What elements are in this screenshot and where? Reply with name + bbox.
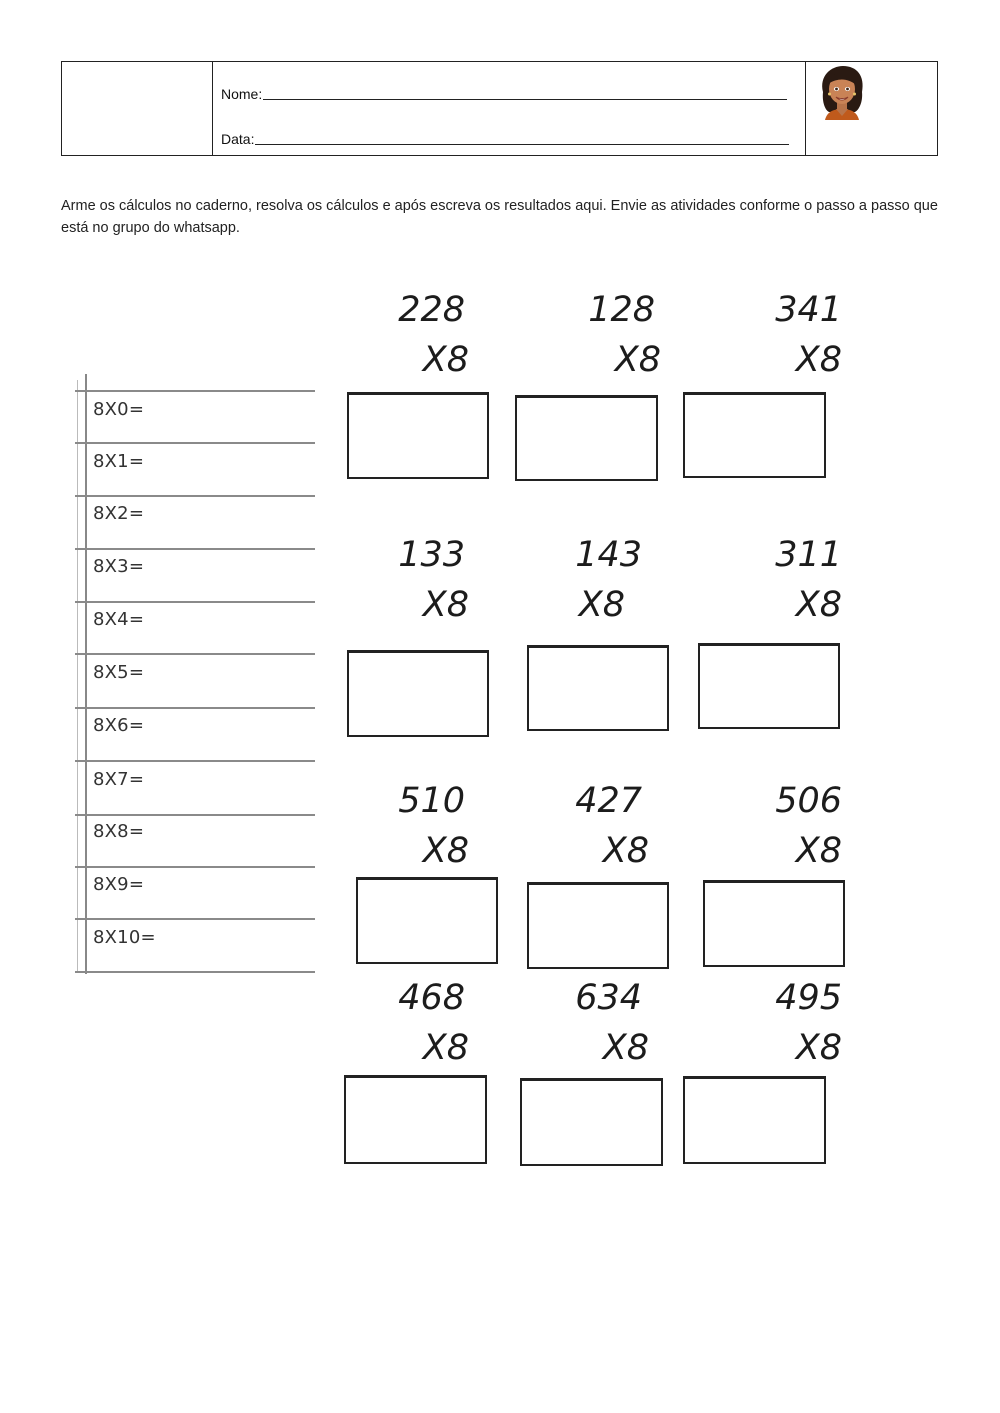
multiplicand: 495 bbox=[775, 978, 842, 1018]
times-table-row[interactable]: 8X9= bbox=[93, 874, 145, 895]
answer-box[interactable] bbox=[344, 1075, 487, 1164]
multiplicand: 506 bbox=[775, 781, 842, 821]
answer-box[interactable] bbox=[683, 1076, 826, 1164]
multiplicand: 634 bbox=[575, 978, 642, 1018]
table-row-line bbox=[75, 866, 315, 868]
multiplier: X8 bbox=[795, 1028, 842, 1068]
times-table-row[interactable]: 8X2= bbox=[93, 503, 145, 524]
multiplier: X8 bbox=[795, 831, 842, 871]
table-margin-line bbox=[85, 374, 87, 974]
name-label: Nome: bbox=[221, 86, 263, 102]
answer-box[interactable] bbox=[347, 650, 489, 737]
table-row-line bbox=[75, 971, 315, 973]
multiplier: X8 bbox=[578, 585, 625, 625]
table-row-line bbox=[75, 814, 315, 816]
answer-box[interactable] bbox=[683, 392, 826, 478]
answer-box[interactable] bbox=[356, 877, 498, 964]
multiplier: X8 bbox=[795, 585, 842, 625]
multiplicand: 143 bbox=[575, 535, 642, 575]
date-label: Data: bbox=[221, 131, 255, 147]
multiplier: X8 bbox=[602, 831, 649, 871]
answer-box[interactable] bbox=[520, 1078, 663, 1166]
table-row-line bbox=[75, 601, 315, 603]
date-field[interactable] bbox=[221, 131, 789, 147]
times-table-row[interactable]: 8X6= bbox=[93, 715, 145, 736]
times-table-row[interactable]: 8X4= bbox=[93, 609, 145, 630]
table-row-line bbox=[75, 390, 315, 392]
table-row-line bbox=[75, 548, 315, 550]
multiplier: X8 bbox=[614, 340, 661, 380]
multiplier: X8 bbox=[602, 1028, 649, 1068]
times-table-row[interactable]: 8X5= bbox=[93, 662, 145, 683]
table-row-line bbox=[75, 918, 315, 920]
multiplicand: 468 bbox=[398, 978, 465, 1018]
answer-box[interactable] bbox=[698, 643, 840, 729]
multiplicand: 341 bbox=[775, 290, 842, 330]
multiplicand: 133 bbox=[398, 535, 465, 575]
times-table-row[interactable]: 8X0= bbox=[93, 399, 145, 420]
name-field[interactable] bbox=[221, 86, 787, 102]
multiplier: X8 bbox=[422, 1028, 469, 1068]
answer-box[interactable] bbox=[527, 645, 669, 731]
header-divider bbox=[805, 62, 806, 155]
table-row-line bbox=[75, 442, 315, 444]
answer-box[interactable] bbox=[703, 880, 845, 967]
table-row-line bbox=[75, 707, 315, 709]
multiplicand: 510 bbox=[398, 781, 465, 821]
teacher-avatar bbox=[813, 62, 871, 120]
name-rule bbox=[263, 98, 787, 100]
answer-box[interactable] bbox=[347, 392, 489, 479]
instructions-text: Arme os cálculos no caderno, resolva os cálculos e após escreva os resultados aqui. Envie as atividades conforme o passo a passo que está no grupo do whatsapp. bbox=[61, 198, 938, 236]
times-table-row[interactable]: 8X3= bbox=[93, 556, 145, 577]
times-table-row[interactable]: 8X1= bbox=[93, 451, 145, 472]
multiplier: X8 bbox=[422, 831, 469, 871]
times-table-row[interactable]: 8X8= bbox=[93, 821, 145, 842]
answer-box[interactable] bbox=[515, 395, 658, 481]
header-divider bbox=[212, 62, 213, 155]
multiplicand: 128 bbox=[588, 290, 655, 330]
table-margin-line bbox=[77, 380, 78, 972]
times-table-row[interactable]: 8X7= bbox=[93, 769, 145, 790]
date-rule bbox=[255, 143, 789, 145]
multiplier: X8 bbox=[795, 340, 842, 380]
multiplier: X8 bbox=[422, 585, 469, 625]
table-row-line bbox=[75, 653, 315, 655]
multiplier: X8 bbox=[422, 340, 469, 380]
multiplicand: 311 bbox=[775, 535, 842, 575]
times-table-row[interactable]: 8X10= bbox=[93, 927, 156, 948]
answer-box[interactable] bbox=[527, 882, 669, 969]
table-row-line bbox=[75, 760, 315, 762]
multiplicand: 228 bbox=[398, 290, 465, 330]
multiplicand: 427 bbox=[575, 781, 642, 821]
table-row-line bbox=[75, 495, 315, 497]
